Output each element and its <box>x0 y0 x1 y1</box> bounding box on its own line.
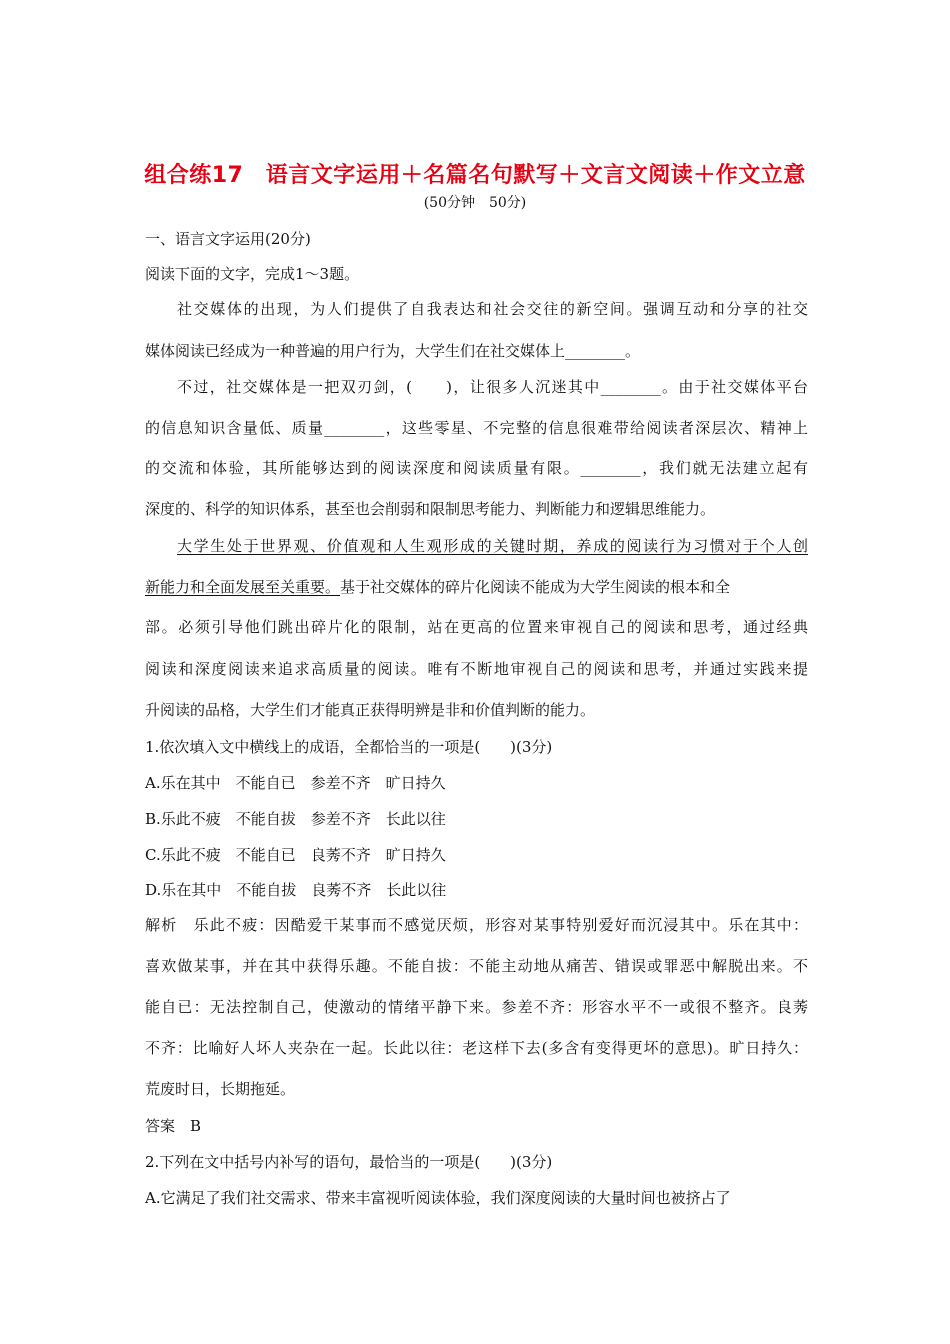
question-1-stem: 1.依次填入文中横线上的成语，全都恰当的一项是( )(3分) <box>145 738 553 756</box>
question-1-answer: 答案 B <box>145 1117 202 1135</box>
instruction-text: 阅读下面的文字，完成1～3题。 <box>145 265 360 283</box>
passage-p3-line5: 升阅读的品格，大学生们才能真正获得明辨是非和价值判断的能力。 <box>145 701 596 719</box>
passage-p3-line3: 部。必须引导他们跳出碎片化的限制，站在更高的位置来审视自己的阅读和思考，通过经典 <box>145 618 808 636</box>
passage-p1-line2: 媒体阅读已经成为一种普遍的用户行为，大学生们在社交媒体上________。 <box>145 342 641 360</box>
question-1-option-b: B.乐此不疲 不能自拔 参差不齐 长此以往 <box>145 810 446 828</box>
passage-p3-line2-rest: 基于社交媒体的碎片化阅读不能成为大学生阅读的根本和全 <box>340 578 731 596</box>
passage-p2-line1: 不过，社交媒体是一把双刃剑，( )，让很多人沉迷其中________。由于社交媒体平台 <box>177 378 808 396</box>
question-2-option-a: A.它满足了我们社交需求、带来丰富视听阅读体验，我们深度阅读的大量时间也被挤占了 <box>145 1189 731 1207</box>
underlined-sentence: 新能力和全面发展至关重要。 <box>145 578 341 596</box>
passage-p2-line4: 深度的、科学的知识体系，甚至也会削弱和限制思考能力、判断能力和逻辑思维能力。 <box>145 500 716 518</box>
passage-p2-line3: 的交流和体验，其所能够达到的阅读深度和阅读质量有限。________，我们就无法建立起有 <box>145 459 808 477</box>
passage-p3-line4: 阅读和深度阅读来追求高质量的阅读。唯有不断地审视自己的阅读和思考，并通过实践来提 <box>145 660 808 678</box>
question-1-option-a: A.乐在其中 不能自已 参差不齐 旷日持久 <box>145 774 446 792</box>
analysis-line: 不齐：比喻好人坏人夹杂在一起。长此以往：老这样下去(多含有变得更坏的意思)。旷日持久： <box>145 1039 808 1057</box>
analysis-line: 荒废时日，长期拖延。 <box>145 1080 296 1098</box>
passage-p3-line1-underlined: 大学生处于世界观、价值观和人生观形成的关键时期，养成的阅读行为习惯对于个人创 <box>177 537 808 555</box>
question-2-stem: 2.下列在文中括号内补写的语句，最恰当的一项是( )(3分) <box>145 1153 553 1171</box>
section-heading: 一、语言文字运用(20分) <box>145 230 311 248</box>
passage-p2-line2: 的信息知识含量低、质量________，这些零星、不完整的信息很难带给阅读者深层次、精神上 <box>145 419 808 437</box>
time-score-subtitle: (50分钟 50分) <box>423 195 527 211</box>
question-1-option-c: C.乐此不疲 不能自已 良莠不齐 旷日持久 <box>145 846 446 864</box>
passage-p1-line1: 社交媒体的出现，为人们提供了自我表达和社会交往的新空间。强调互动和分享的社交 <box>177 300 808 318</box>
question-1-option-d: D.乐在其中 不能自拔 良莠不齐 长此以往 <box>145 881 447 899</box>
passage-p3-line2 <box>145 577 730 597</box>
page-title: 组合练17 语言文字运用＋名篇名句默写＋文言文阅读＋作文立意 <box>144 163 806 188</box>
analysis-line: 喜欢做某事，并在其中获得乐趣。不能自拔：不能主动地从痛苦、错误或罪恶中解脱出来。不 <box>145 957 808 975</box>
analysis-line: 解析 乐此不疲：因酷爱干某事而不感觉厌烦，形容对某事特别爱好而沉浸其中。乐在其中： <box>145 916 808 934</box>
analysis-line: 能自已：无法控制自己，使激动的情绪平静下来。参差不齐：形容水平不一或很不整齐。良莠 <box>145 998 808 1016</box>
